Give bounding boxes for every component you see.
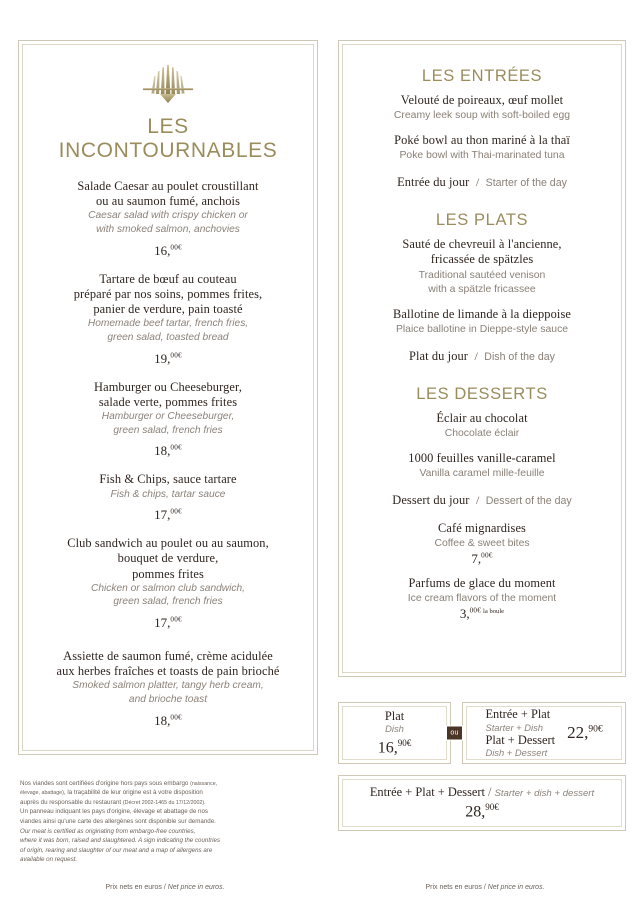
item-price: 17,$^{00€}$ — [154, 615, 182, 631]
left-panel-content — [19, 41, 317, 754]
item-name-en: with smoked salmon, anchovies — [96, 224, 240, 235]
item-price: 18,$^{00€}$ — [154, 443, 182, 459]
item-name-fr: Plat du jour — [409, 348, 469, 363]
menu-item — [35, 179, 301, 259]
item-name-fr: salade verte, pommes frites — [98, 394, 238, 409]
page-title: LES INCONTOURNABLES — [58, 115, 278, 162]
item-name-en: Traditional sautéed venison — [418, 269, 546, 281]
item-name-en: Vanilla caramel mille-feuille — [419, 467, 545, 479]
right-panel-content — [339, 41, 625, 676]
item-name-fr: Dessert du jour — [392, 492, 470, 507]
menu-item — [355, 133, 609, 162]
formula-price: 28,$^{90€}$ — [465, 802, 499, 821]
menu-item — [35, 472, 301, 523]
item-name-fr: Velouté de poireaux, œuf mollet — [400, 93, 564, 107]
formula-combo-box[interactable] — [462, 702, 626, 764]
right-column — [330, 0, 640, 905]
formula-row-top — [338, 702, 626, 764]
left-panel-frame — [18, 40, 318, 755]
menu-item — [355, 451, 609, 480]
item-name-en: Plaice ballotine in Dieppe-style sauce — [395, 323, 569, 335]
item-price: 7,$^{00€}$ — [471, 551, 493, 566]
item-name-fr: ou au saumon fumé, anchois — [95, 194, 241, 209]
item-name-fr: fricassée de spätzles — [430, 252, 534, 267]
item-name-fr: Ballotine de limande à la dieppoise — [393, 306, 571, 321]
formula-label-en: Dish — [385, 723, 404, 735]
item-name-fr: Parfums de glace du moment — [408, 576, 556, 590]
menu-item — [355, 521, 609, 567]
formula-boxes — [338, 702, 626, 831]
formula-price: 22,$^{90€}$ — [567, 723, 603, 742]
item-name-en: Hamburger or Cheeseburger, — [101, 410, 235, 422]
menu-item — [355, 411, 609, 440]
item-name-en: Caesar salad with crispy chicken or — [88, 210, 248, 222]
item-name-en: Dish of the day — [484, 350, 555, 363]
item-price: 19,$^{00€}$ — [154, 350, 182, 366]
item-name-en: Fish & chips, tartar sauce — [110, 488, 226, 500]
item-name-fr: Café mignardises — [438, 520, 526, 535]
formula-label-en: Dish + Dessert — [485, 747, 548, 759]
item-name-en: green salad, toasted bread — [107, 331, 229, 343]
separator: / — [487, 784, 492, 799]
right-panel-frame — [338, 40, 626, 677]
item-name-en: with a spätzle fricassee — [428, 283, 536, 295]
item-price: 3,$^{00€}$ $^{la boule}$ — [459, 606, 505, 622]
item-price: 17,$^{00€}$ — [154, 507, 182, 523]
item-name-en: Creamy leek soup with soft-boiled egg — [393, 110, 571, 122]
item-name-fr: Club sandwich au poulet ou au saumon, — [67, 536, 269, 551]
formula-plat-box[interactable] — [338, 702, 451, 764]
separator: / — [474, 348, 478, 363]
item-name-en: Starter of the day — [485, 177, 567, 190]
menu-item — [355, 576, 609, 622]
item-name-fr: Éclair au chocolat — [436, 410, 528, 425]
item-name-fr: Tartare de bœuf au couteau — [99, 271, 237, 286]
separator: / — [475, 175, 480, 190]
item-name-fr: panier de verdure, pain toasté — [93, 302, 243, 316]
section-title-desserts: LES DESSERTS — [416, 384, 548, 403]
left-footer: Prix nets en euros / Net price in euros. — [105, 884, 225, 891]
formula-label-fr: Plat + Dessert — [485, 733, 556, 747]
menu-item-daily — [355, 491, 609, 509]
item-name-en: and brioche toast — [128, 694, 208, 706]
item-name-fr: Entrée du jour — [397, 175, 470, 190]
item-name-fr: bouquet de verdure, — [117, 551, 219, 566]
formula-price: 16,$^{90€}$ — [377, 737, 412, 756]
menu-item-daily — [355, 173, 609, 191]
formula-label-en: Starter + dish + dessert — [494, 787, 595, 799]
item-name-fr: Salade Caesar au poulet croustillant — [77, 179, 259, 193]
item-name-en: Dessert of the day — [485, 494, 572, 507]
item-name-en: Smoked salmon platter, tangy herb cream, — [72, 680, 264, 692]
formula-label-fr: Entrée + Plat + Dessert — [369, 784, 485, 799]
menu-item — [355, 307, 609, 336]
item-name-en: Ice cream flavors of the moment — [407, 593, 557, 605]
formula-combo-labels — [485, 707, 555, 758]
formula-full-box[interactable] — [338, 775, 626, 831]
formula-label-en: Starter + Dish — [485, 721, 544, 733]
item-name-fr: Poké bowl au thon mariné à la thaï — [394, 133, 570, 148]
item-name-en: Poke bowl with Thai-marinated tuna — [399, 150, 565, 162]
legal-disclaimer: Nos viandes sont certifiées d'origine hors pays sous embargo (naissance, élevage, abattage), la traçabilité de leur origine est à votre disposition auprès du responsable du restaurant (Décret 2002-1465 du 17/12/2002). Un panneau indiquant les pays d'origine, élevage et abattage de nos viandes ainsi qu'une carte des allergènes sont disponible sur demande. Our meat is certified as originating from embargo-free countries, where it was born, raised and slaughtered. A sign indicating the countries of origin, rearing and slaughter of our meat and a map of allergens are available on request. — [20, 779, 221, 864]
item-name-fr: aux herbes fraîches et toasts de pain brioché — [56, 664, 280, 679]
item-name-fr: Sauté de chevreuil à l'ancienne, — [402, 237, 562, 252]
item-name-en: Homemade beef tartar, french fries, — [87, 318, 249, 330]
item-name-en: green salad, french fries — [113, 596, 223, 608]
ou-badge: ou — [446, 726, 463, 741]
menu-item — [355, 237, 609, 295]
item-name-en: Chocolate éclair — [444, 427, 520, 439]
formula-label-fr: Plat — [384, 709, 405, 724]
separator: / — [475, 492, 480, 507]
section-title-entrees: LES ENTRÉES — [421, 67, 543, 85]
item-name-en: Coffee & sweet bites — [434, 538, 530, 549]
item-name-fr: Fish & Chips, sauce tartare — [99, 472, 237, 487]
menu-item — [35, 380, 301, 460]
item-price: 16,$^{00€}$ — [154, 242, 182, 258]
menu-item — [35, 272, 301, 367]
item-name-fr: préparé par nos soins, pommes frites, — [73, 286, 263, 301]
formula-label-fr: Entrée + Plat — [485, 707, 551, 722]
menu-item — [355, 93, 609, 122]
item-name-fr: 1000 feuilles vanille-caramel — [408, 450, 556, 465]
item-price: 18,$^{00€}$ — [154, 712, 182, 728]
section-title-plats: LES PLATS — [435, 211, 529, 230]
item-name-en: Chicken or salmon club sandwich, — [90, 582, 246, 594]
item-name-en: green salad, french fries — [113, 424, 223, 436]
item-name-fr: Assiette de saumon fumé, crème acidulée — [63, 649, 273, 664]
menu-item — [35, 649, 301, 729]
menu-item — [35, 536, 301, 631]
right-footer: Prix nets en euros / Net price in euros. — [425, 884, 545, 891]
art-deco-fan-icon — [35, 61, 301, 105]
menu-item-daily — [355, 347, 609, 365]
formula-full-labels — [370, 785, 594, 800]
item-name-fr: pommes frites — [132, 566, 204, 581]
item-name-fr: Hamburger ou Cheeseburger, — [94, 379, 242, 394]
